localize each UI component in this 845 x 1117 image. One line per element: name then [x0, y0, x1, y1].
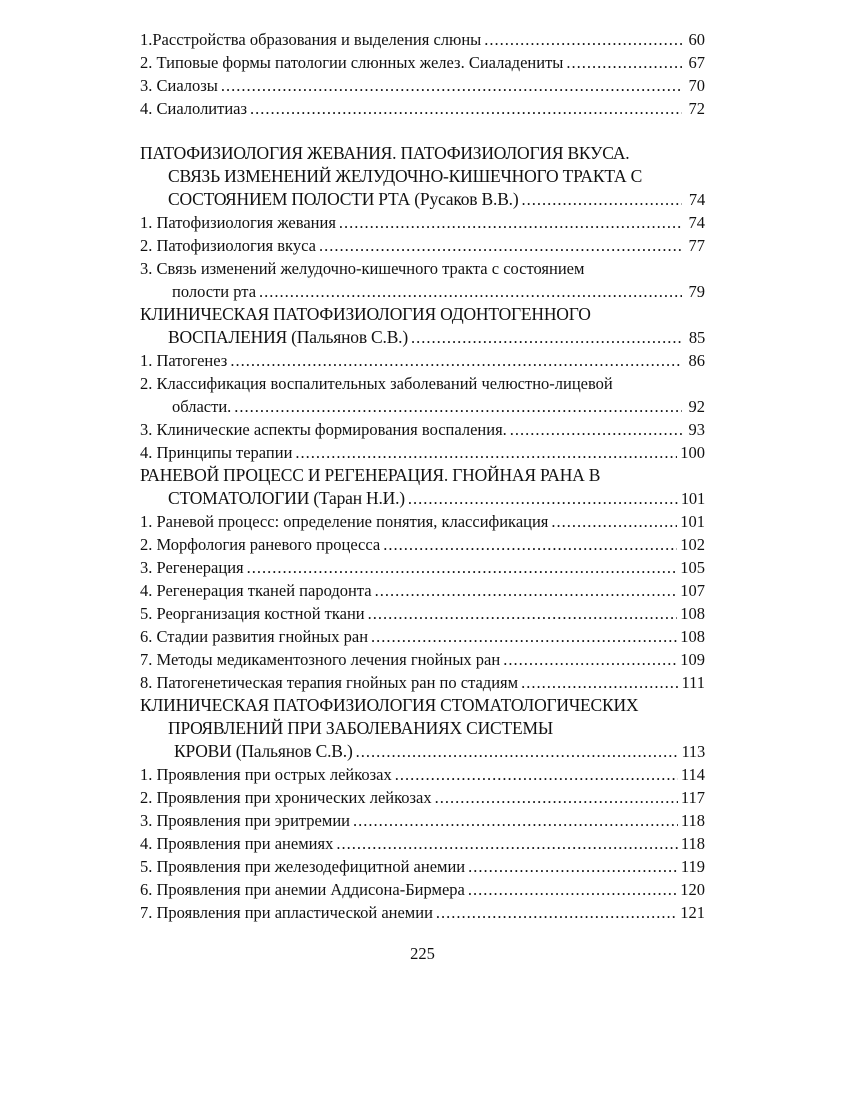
entry-page-number: 117 [680, 788, 705, 807]
dot-leader [250, 97, 682, 120]
toc-entry[interactable] [140, 441, 705, 464]
dot-leader [259, 280, 682, 303]
toc-entry[interactable] [140, 234, 705, 257]
entry-page-number: 92 [688, 397, 705, 416]
entry-title: 8. Патогенетическая терапия гнойных ран по стадиям [140, 673, 519, 692]
entry-title: 5. Проявления при железодефицитной анемии [140, 857, 466, 876]
dot-leader [356, 740, 679, 763]
entry-page-number: 70 [688, 76, 705, 95]
chapter-heading-line: ПАТОФИЗИОЛОГИЯ ЖЕВАНИЯ. ПАТОФИЗИОЛОГИЯ ВКУСА. [140, 143, 630, 163]
entry-title: СОСТОЯНИЕМ ПОЛОСТИ РТА (Русаков В.В.) [168, 189, 519, 209]
chapter-heading-line: РАНЕВОЙ ПРОЦЕСС И РЕГЕНЕРАЦИЯ. ГНОЙНАЯ РАНА В [140, 465, 601, 485]
chapter-heading-line: КЛИНИЧЕСКАЯ ПАТОФИЗИОЛОГИЯ СТОМАТОЛОГИЧЕСКИХ [140, 695, 639, 715]
entry-title: 1. Раневой процесс: определение понятия, классификация [140, 512, 549, 531]
entry-page-number: 109 [680, 650, 705, 669]
dot-leader [436, 901, 677, 924]
entry-title: 2. Проявления при хронических лейкозах [140, 788, 432, 807]
entry-title: 2. Морфология раневого процесса [140, 535, 381, 554]
entry-page-number: 74 [688, 213, 705, 232]
entry-page-number: 101 [680, 489, 705, 508]
dot-leader [234, 395, 682, 418]
entry-title-line: 3. Связь изменений желудочно-кишечного тракта с состоянием [140, 259, 585, 278]
entry-page-number: 118 [680, 834, 705, 853]
toc-entry[interactable] [140, 211, 705, 234]
toc-entry[interactable] [140, 602, 705, 625]
toc-entry[interactable] [140, 533, 705, 556]
dot-leader [435, 786, 678, 809]
entry-page-number: 79 [688, 282, 705, 301]
toc-entry[interactable] [140, 901, 705, 924]
dot-leader [319, 234, 682, 257]
dot-leader [468, 855, 678, 878]
entry-title: 2. Типовые формы патологии слюнных желез. Сиаладениты [140, 53, 564, 72]
dot-leader [221, 74, 682, 97]
toc-list [140, 28, 705, 924]
entry-page-number: 60 [688, 30, 705, 49]
entry-title: 1. Патогенез [140, 351, 228, 370]
entry-title: полости рта [172, 282, 257, 301]
entry-page-number: 72 [688, 99, 705, 118]
entry-page-number: 108 [680, 604, 705, 623]
entry-page-number: 119 [680, 857, 705, 876]
toc-entry[interactable] [140, 878, 705, 901]
entry-page-number: 113 [681, 742, 705, 761]
entry-page-number: 118 [680, 811, 705, 830]
entry-page-number: 86 [688, 351, 705, 370]
dot-leader [484, 28, 682, 51]
entry-page-number: 102 [680, 535, 705, 554]
dot-leader [295, 441, 677, 464]
toc-entry[interactable] [140, 809, 705, 832]
entry-title: 3. Сиалозы [140, 76, 218, 95]
dot-leader [336, 832, 678, 855]
entry-page-number: 100 [680, 443, 705, 462]
entry-title: 6. Стадии развития гнойных ран [140, 627, 369, 646]
toc-entry[interactable] [140, 579, 705, 602]
entry-title: ВОСПАЛЕНИЯ (Пальянов С.В.) [168, 327, 408, 347]
toc-entry[interactable] [140, 671, 705, 694]
page-number: 225 [410, 944, 435, 963]
toc-chapter-entry[interactable] [140, 694, 705, 763]
dot-leader [521, 188, 682, 211]
dot-leader [468, 878, 677, 901]
toc-entry[interactable] [140, 510, 705, 533]
entry-page-number: 121 [680, 903, 705, 922]
toc-entry[interactable] [140, 74, 705, 97]
entry-title: 7. Методы медикаментозного лечения гнойных ран [140, 650, 501, 669]
entry-page-number: 120 [680, 880, 705, 899]
entry-title: 3. Клинические аспекты формирования воспаления. [140, 420, 507, 439]
entry-page-number: 85 [688, 328, 705, 347]
entry-title: 6. Проявления при анемии Аддисона-Бирмера [140, 880, 465, 899]
dot-leader [503, 648, 677, 671]
toc-entry[interactable] [140, 832, 705, 855]
toc-entry[interactable] [140, 418, 705, 441]
toc-entry[interactable] [140, 625, 705, 648]
toc-chapter-entry[interactable] [140, 464, 705, 510]
dot-leader [353, 809, 678, 832]
section-gap [140, 120, 705, 142]
chapter-heading-line: ПРОЯВЛЕНИЙ ПРИ ЗАБОЛЕВАНИЯХ СИСТЕМЫ [168, 718, 553, 738]
dot-leader [247, 556, 678, 579]
entry-title: 4. Сиалолитиаз [140, 99, 248, 118]
dot-leader [339, 211, 682, 234]
table-of-contents [140, 28, 705, 924]
toc-entry[interactable] [140, 786, 705, 809]
entry-page-number: 114 [680, 765, 705, 784]
dot-leader [368, 602, 678, 625]
dot-leader [371, 625, 677, 648]
dot-leader [383, 533, 677, 556]
dot-leader [551, 510, 677, 533]
entry-title: 3. Проявления при эритремии [140, 811, 350, 830]
entry-page-number: 93 [688, 420, 705, 439]
entry-title: СТОМАТОЛОГИИ (Таран Н.И.) [168, 488, 405, 508]
dot-leader [375, 579, 678, 602]
entry-title: 3. Регенерация [140, 558, 244, 577]
entry-title: 4. Регенерация тканей пародонта [140, 581, 372, 600]
toc-entry[interactable] [140, 349, 705, 372]
entry-page-number: 111 [681, 673, 705, 692]
entry-page-number: 107 [680, 581, 705, 600]
entry-title: 1. Проявления при острых лейкозах [140, 765, 392, 784]
entry-title: 7. Проявления при апластической анемии [140, 903, 433, 922]
toc-chapter-entry[interactable] [140, 142, 705, 211]
entry-page-number: 108 [680, 627, 705, 646]
entry-title: КРОВИ (Пальянов С.В.) [174, 741, 353, 761]
toc-entry[interactable] [140, 763, 705, 786]
toc-entry[interactable] [140, 648, 705, 671]
dot-leader [521, 671, 678, 694]
dot-leader [395, 763, 678, 786]
entry-title: 1.Расстройства образования и выделения слюны [140, 30, 482, 49]
chapter-heading-line: КЛИНИЧЕСКАЯ ПАТОФИЗИОЛОГИЯ ОДОНТОГЕННОГО [140, 304, 591, 324]
entry-page-number: 105 [680, 558, 705, 577]
toc-entry[interactable] [140, 257, 705, 303]
entry-title-line: 2. Классификация воспалительных заболеваний челюстно-лицевой [140, 374, 613, 393]
toc-entry[interactable] [140, 372, 705, 418]
entry-title: 2. Патофизиология вкуса [140, 236, 316, 255]
entry-title: 5. Реорганизация костной ткани [140, 604, 365, 623]
entry-page-number: 67 [688, 53, 705, 72]
dot-leader [230, 349, 682, 372]
entry-title: 1. Патофизиология жевания [140, 213, 336, 232]
entry-title: 4. Принципы терапии [140, 443, 293, 462]
entry-page-number: 77 [688, 236, 705, 255]
entry-page-number: 74 [688, 190, 705, 209]
toc-entry[interactable] [140, 97, 705, 120]
toc-entry[interactable] [140, 855, 705, 878]
toc-entry[interactable] [140, 556, 705, 579]
entry-title: области. [172, 397, 232, 416]
dot-leader [408, 487, 678, 510]
entry-page-number: 101 [680, 512, 705, 531]
dot-leader [566, 51, 682, 74]
toc-chapter-entry[interactable] [140, 303, 705, 349]
dot-leader [411, 326, 682, 349]
entry-title: 4. Проявления при анемиях [140, 834, 334, 853]
toc-entry[interactable] [140, 28, 705, 51]
chapter-heading-line: СВЯЗЬ ИЗМЕНЕНИЙ ЖЕЛУДОЧНО-КИШЕЧНОГО ТРАКТА С [168, 166, 643, 186]
toc-entry[interactable] [140, 51, 705, 74]
dot-leader [510, 418, 682, 441]
